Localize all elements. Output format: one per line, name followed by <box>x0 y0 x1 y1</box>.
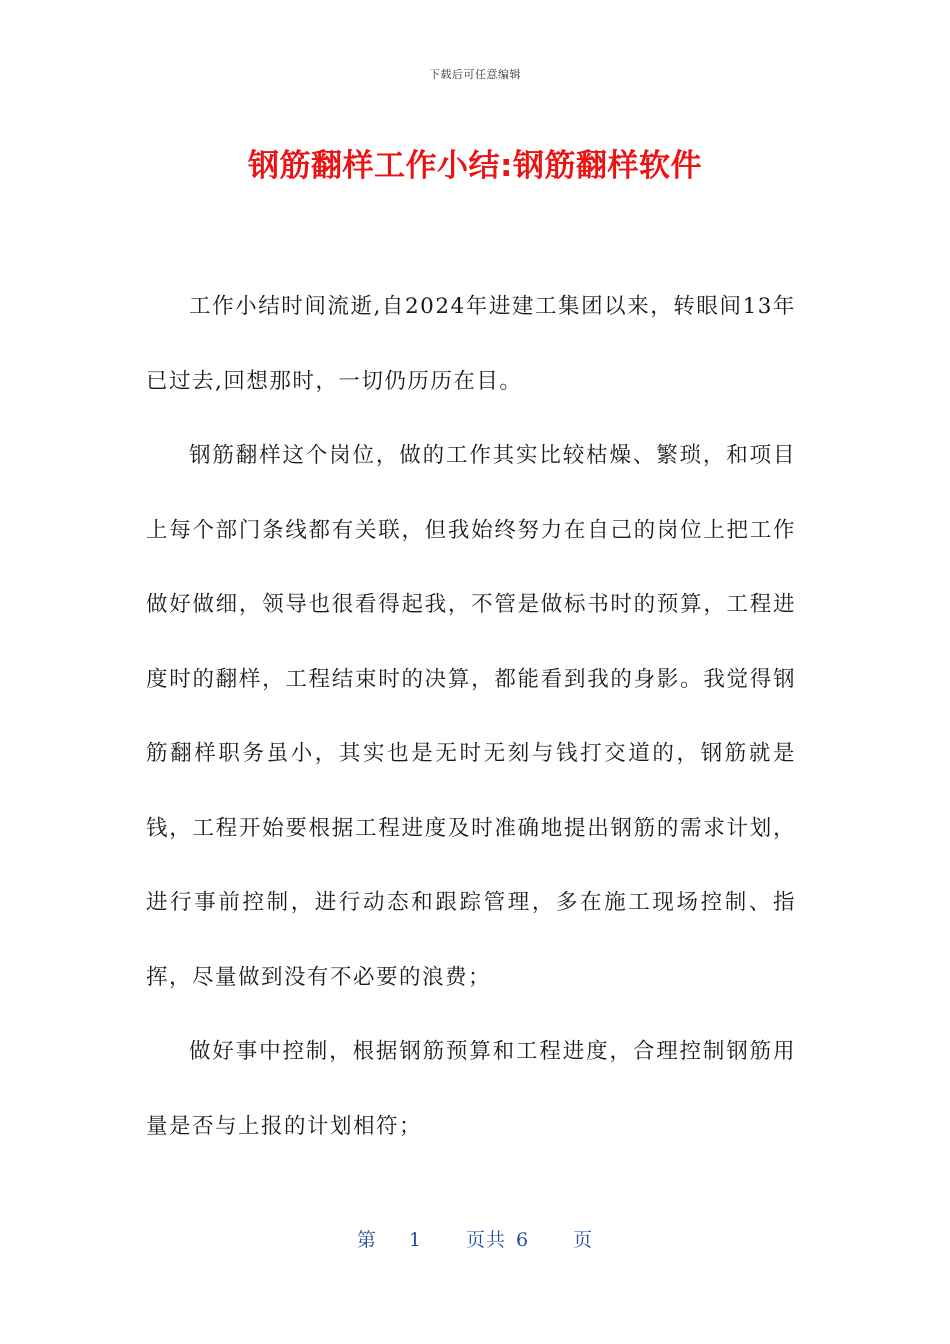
paragraph-3: 做好事中控制，根据钢筋预算和工程进度，合理控制钢筋用量是否与上报的计划相符； <box>146 1039 796 1139</box>
page-number-footer <box>0 1225 950 1252</box>
header-note: 下载后可任意编辑 <box>429 68 521 81</box>
document-body <box>146 270 796 1164</box>
page-current: 1 <box>408 1229 422 1251</box>
paragraph-1: 工作小结时间流逝,自2024年进建工集团以来，转眼间13年已过去,回想那时，一切仍历历在目。 <box>146 294 796 394</box>
page-prefix: 第 <box>356 1229 377 1251</box>
document-title: 钢筋翻样工作小结:钢筋翻样软件 <box>248 148 702 184</box>
page-mid: 页共 <box>465 1229 506 1251</box>
page-total: 6 <box>516 1229 530 1251</box>
page-suffix: 页 <box>573 1229 594 1251</box>
paragraph-2: 钢筋翻样这个岗位，做的工作其实比较枯燥、繁琐，和项目上每个部门条线都有关联，但我始终努力在自己的岗位上把工作做好做细，领导也很看得起我，不管是做标书时的预算，工程进度时的翻样，工程结束时的决算，都能看到我的身影。我觉得钢筋翻样职务虽小，其实也是无时无刻与钱打交道的，钢筋就是钱，工程开始要根据工程进度及时准确地提出钢筋的需求计划，进行事前控制，进行动态和跟踪管理，多在施工现场控制、指挥，尽量做到没有不必要的浪费； <box>146 443 796 990</box>
